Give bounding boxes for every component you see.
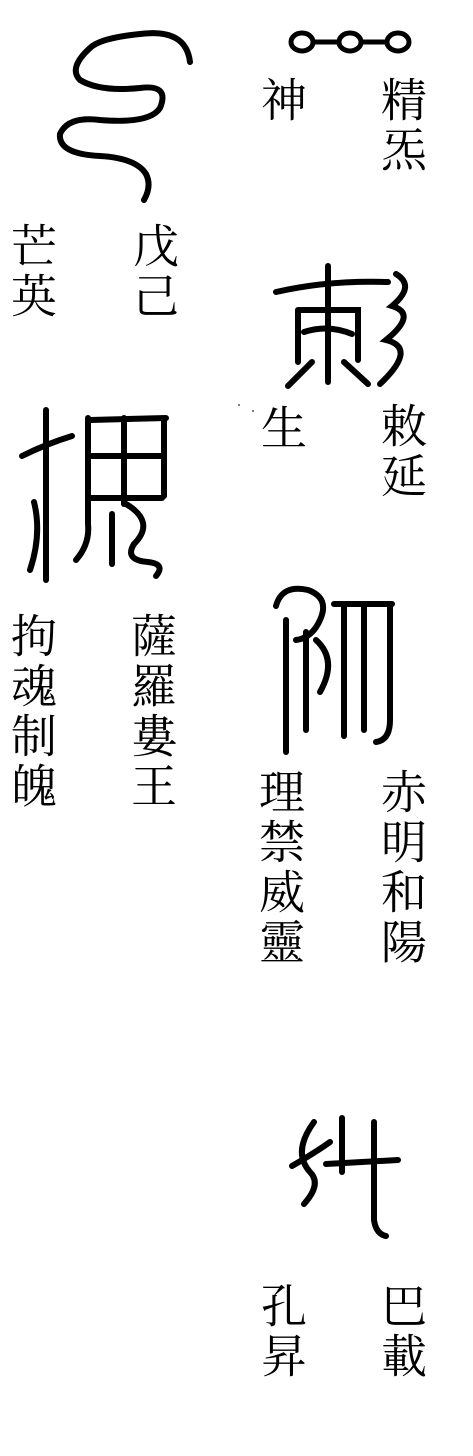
seal-glyph-4 [286,1112,406,1242]
label-chi-ming-he-yang: 赤明和陽 [374,768,428,968]
three-stars-glyph [282,22,422,62]
label-sa-luo-lou-wang: 薩羅婁王 [124,612,178,812]
seal-glyph-3 [272,580,412,760]
seal-glyph-2 [268,262,428,392]
label-chi-yan: 敕延 [374,402,428,502]
label-sheng: 生 [254,404,308,454]
label-shen: 神 [254,76,308,126]
label-jing-qi: 精炁 [374,76,428,176]
label-li-jin-wei-ling: 理禁威靈 [252,768,306,968]
serpent-glyph [40,24,200,204]
seal-glyph-6 [16,404,186,584]
label-kong-sheng: 孔昇 [254,1282,308,1382]
speckle [238,404,240,406]
label-ju-hun-zhi-po: 拘魂制魄 [4,612,58,812]
label-mang-ying: 芒英 [4,222,58,322]
label-ba-zai: 巴載 [374,1282,428,1382]
label-wu-ji: 戊己 [126,222,180,322]
